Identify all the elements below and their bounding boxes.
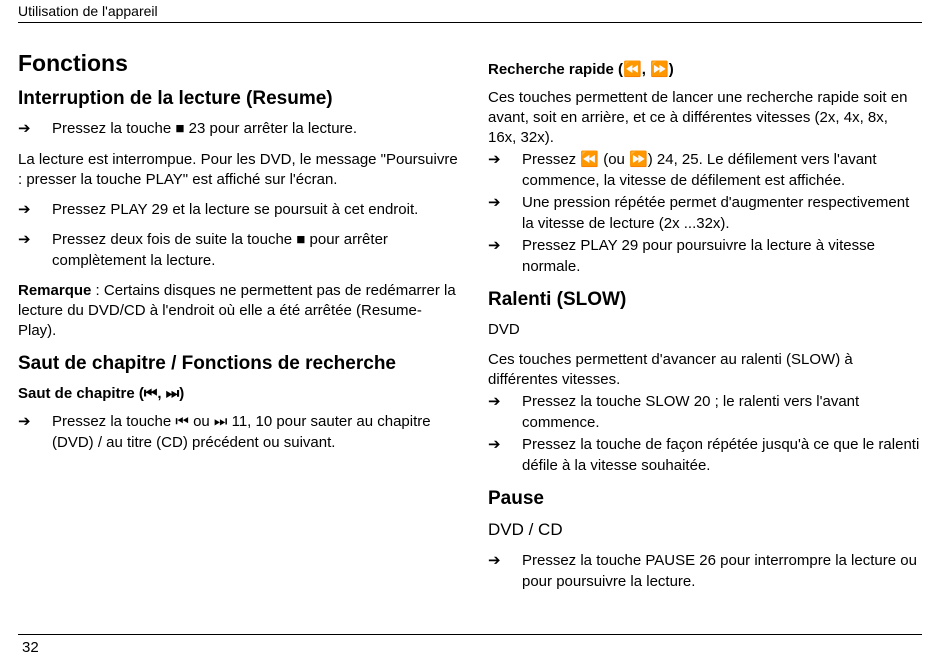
bullet-text: Pressez la touche ■ 23 pour arrêter la lecture. xyxy=(52,120,358,137)
resume-bullet-stop xyxy=(18,119,458,140)
arrow-icon: ➔ xyxy=(488,194,501,211)
arrow-icon: ➔ xyxy=(488,393,501,410)
fast-bullet-repeat xyxy=(488,193,920,234)
left-column xyxy=(18,48,458,463)
bullet-text: Pressez la touche de façon répétée jusqu'à ce que le ralenti défile à la vitesse souhaitée. xyxy=(522,436,920,474)
arrow-icon: ➔ xyxy=(18,200,31,218)
chapter-bullet-skip xyxy=(18,412,458,453)
bullet-text: Pressez la touche PAUSE 26 pour interrompre la lecture ou pour poursuivre la lecture. xyxy=(522,552,917,590)
arrow-icon: ➔ xyxy=(18,120,31,137)
fast-search-paragraph: Ces touches permettent de lancer une recherche rapide soit en avant, soit en arrière, et ce à différentes vitesses (2x, 4x, 8x, 16x, 32x). xyxy=(488,89,908,146)
page-title: Fonctions xyxy=(18,50,128,76)
fast-bullet-play xyxy=(488,236,920,277)
pause-bullet-press xyxy=(488,551,920,592)
right-column xyxy=(488,60,920,602)
bullet-text: Pressez ⏪ (ou ⏩) 24, 25. Le défilement vers l'avant commence, la vitesse de défilement est affichée. xyxy=(522,151,877,189)
chapter-subheading: Saut de chapitre (⏮, ⏭) xyxy=(18,385,185,402)
arrow-icon: ➔ xyxy=(18,231,31,248)
pause-media: DVD / CD xyxy=(488,520,563,539)
slow-bullet-repeat xyxy=(488,435,920,476)
note-label: Remarque xyxy=(18,282,92,299)
arrow-icon: ➔ xyxy=(488,237,501,254)
header-rule xyxy=(18,22,922,23)
slow-paragraph: Ces touches permettent d'avancer au ralenti (SLOW) à différentes vitesses. xyxy=(488,351,853,388)
bullet-text: Pressez PLAY 29 et la lecture se poursuit à cet endroit. xyxy=(52,200,419,218)
page-header: Utilisation de l'appareil xyxy=(18,3,158,19)
bullet-text: Une pression répétée permet d'augmenter respectivement la vitesse de lecture (2x ...32x). xyxy=(522,194,910,232)
arrow-icon: ➔ xyxy=(488,552,501,569)
fast-search-heading: Recherche rapide (⏪, ⏩) xyxy=(488,61,674,78)
slow-heading: Ralenti (SLOW) xyxy=(488,289,627,310)
arrow-icon: ➔ xyxy=(18,413,31,430)
resume-bullet-full-stop xyxy=(18,230,458,271)
resume-note xyxy=(18,281,458,341)
page-number: 32 xyxy=(22,639,39,656)
bullet-text: Pressez deux fois de suite la touche ■ pour arrêter complètement la lecture. xyxy=(52,231,388,269)
footer-rule xyxy=(18,634,922,635)
resume-bullet-play xyxy=(18,200,458,221)
note-text: : Certains disques ne permettent pas de redémarrer la lecture du DVD/CD à l'endroit où elle a été arrêtée (Resume-Play). xyxy=(18,282,456,339)
pause-heading: Pause xyxy=(488,488,544,509)
arrow-icon: ➔ xyxy=(488,151,501,168)
fast-bullet-press xyxy=(488,150,920,191)
slow-bullet-press xyxy=(488,392,920,433)
arrow-icon: ➔ xyxy=(488,436,501,453)
bullet-text: Pressez la touche ⏮ ou ⏭ 11, 10 pour sauter au chapitre (DVD) / au titre (CD) précédent ou suivant. xyxy=(52,413,431,451)
resume-heading: Interruption de la lecture (Resume) xyxy=(18,88,333,109)
bullet-text: Pressez PLAY 29 pour poursuivre la lecture à vitesse normale. xyxy=(522,237,875,275)
slow-media: DVD xyxy=(488,321,520,338)
chapter-heading: Saut de chapitre / Fonctions de recherche xyxy=(18,353,396,374)
resume-paragraph: La lecture est interrompue. Pour les DVD, le message "Poursuivre : presser la touche PLAY" est affiché sur l'écran. xyxy=(18,150,458,188)
bullet-text: Pressez la touche SLOW 20 ; le ralenti vers l'avant commence. xyxy=(522,393,860,431)
